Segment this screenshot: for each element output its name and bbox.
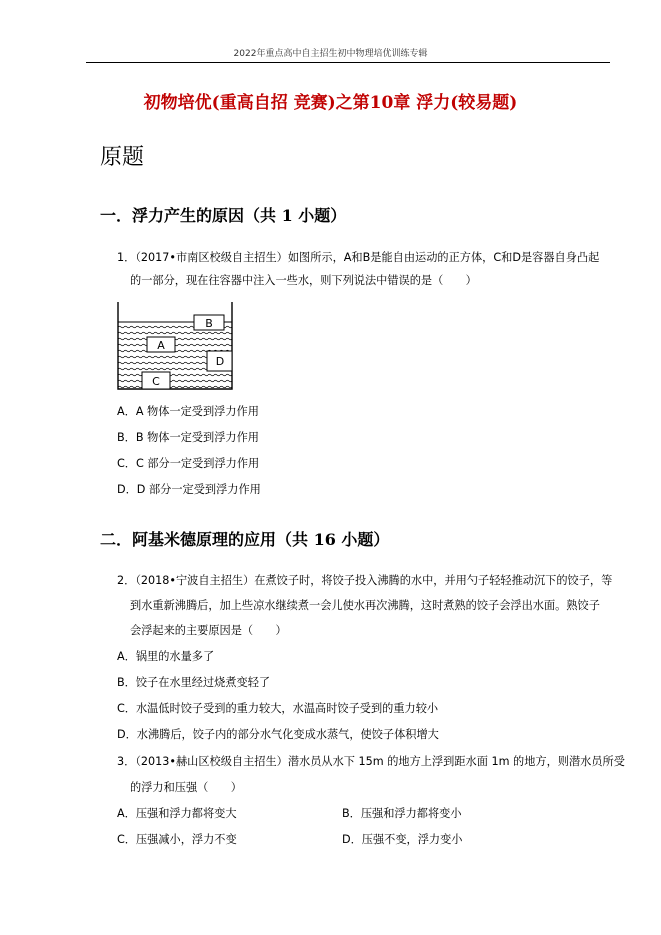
section-heading-buoyancy-cause: 一．浮力产生的原因（共 1 小题） <box>100 206 347 225</box>
question-1-line-2: 的一部分，现在往容器中注入一些水，则下列说法中错误的是（ ） <box>130 274 477 287</box>
question-3-option-b: B．压强和浮力都将变小 <box>342 807 462 820</box>
question-2-option-b: B．饺子在水里经过烧煮变轻了 <box>117 676 271 689</box>
bump-c-label: C <box>152 375 160 388</box>
question-2-line-1: 2．（2018•宁波自主招生）在煮饺子时，将饺子投入沸腾的水中，并用勺子轻轻推动沉下的饺子，等 <box>117 574 613 587</box>
header-rule <box>86 62 610 63</box>
question-2-option-d: D．水沸腾后，饺子内的部分水气化变成水蒸气，使饺子体积增大 <box>117 728 439 741</box>
question-3-option-d: D．压强不变，浮力变小 <box>342 833 463 846</box>
question-1-line-1: 1．（2017•市南区校级自主招生）如图所示，A和B是能自由运动的正方体，C和D是容器自身凸起 <box>117 251 600 264</box>
question-1-option-d: D．D 部分一定受到浮力作用 <box>117 483 261 496</box>
question-2-option-a: A．锅里的水量多了 <box>117 650 215 663</box>
question-2-line-2: 到水重新沸腾后，加上些凉水继续煮一会儿使水再次沸腾，这时煮熟的饺子会浮出水面。熟饺子 <box>130 599 600 612</box>
question-1-option-a: A．A 物体一定受到浮力作用 <box>117 405 259 418</box>
document-title: 初物培优(重高自招 竞赛)之第10章 浮力(较易题) <box>143 93 518 113</box>
question-3-option-c: C．压强减小，浮力不变 <box>117 833 237 846</box>
question-2-line-3: 会浮起来的主要原因是（ ） <box>130 624 287 637</box>
question-3-line-1: 3．（2013•赫山区校级自主招生）潜水员从水下 15m 的地方上浮到距水面 1m 的地方，则潜水员所受 <box>117 755 625 768</box>
question-2-option-c: C．水温低时饺子受到的重力较大，水温高时饺子受到的重力较小 <box>117 702 439 715</box>
question-1-option-b: B．B 物体一定受到浮力作用 <box>117 431 259 444</box>
block-a-label: A <box>157 339 165 352</box>
section-main-heading: 原题 <box>100 145 145 170</box>
running-header: 2022年重点高中自主招生初中物理培优训练专辑 <box>233 49 428 59</box>
question-3-line-2: 的浮力和压强（ ） <box>130 781 242 794</box>
question-3-option-a: A．压强和浮力都将变大 <box>117 807 237 820</box>
section-heading-archimedes: 二．阿基米德原理的应用（共 16 小题） <box>100 530 390 549</box>
container-figure <box>112 300 238 392</box>
question-1-option-c: C．C 部分一定受到浮力作用 <box>117 457 260 470</box>
bump-d-label: D <box>215 355 225 368</box>
block-b-label: B <box>205 317 213 330</box>
